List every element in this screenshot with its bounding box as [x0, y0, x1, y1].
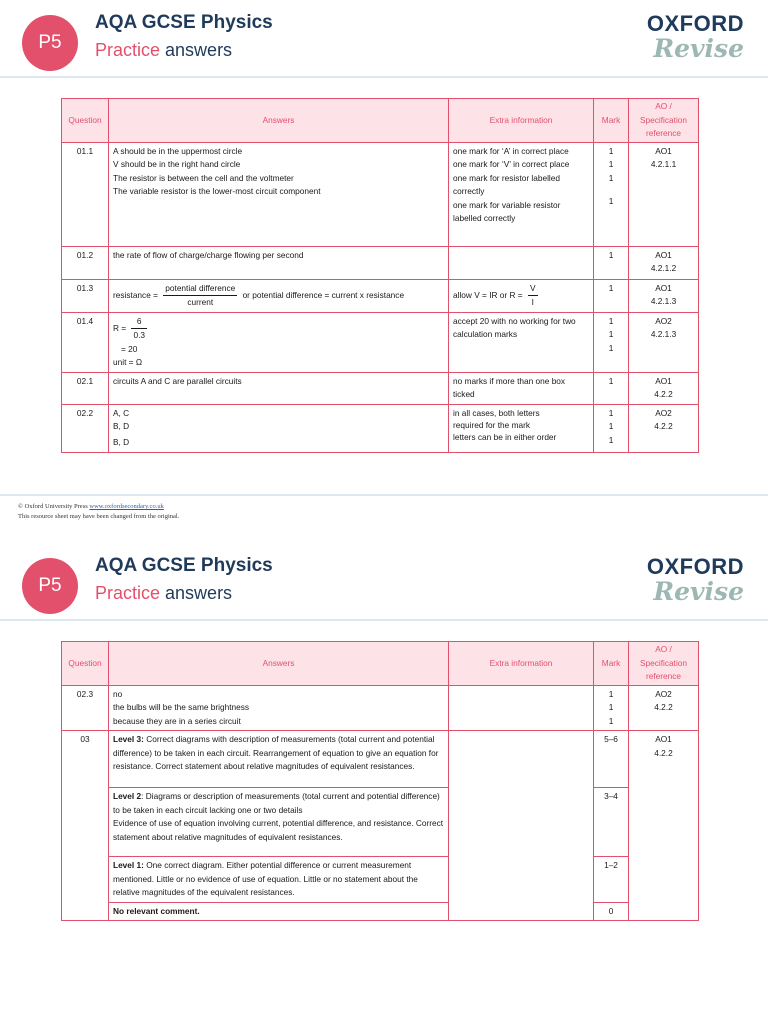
extra-line: required for the mark — [453, 419, 531, 430]
col-answers: Answers — [109, 642, 449, 686]
mark-value: 1 — [608, 407, 614, 418]
page-subtitle — [95, 583, 232, 604]
table-row — [62, 857, 699, 903]
answer-line: A should be in the uppermost circle — [113, 145, 243, 156]
extra-cell — [449, 142, 594, 246]
col-extra: Extra information — [449, 642, 594, 686]
col-mark: Mark — [594, 642, 629, 686]
mark-cell: 1 — [594, 372, 629, 404]
mark-cell — [594, 404, 629, 452]
extra-line: one mark for ‘A’ in correct place — [453, 145, 569, 156]
logo-revise: Revise — [653, 577, 744, 606]
level-3-cell — [109, 731, 449, 788]
ao-code: AO1 — [655, 734, 672, 744]
logo-revise: Revise — [653, 34, 744, 63]
question-number: 03 — [62, 731, 109, 921]
table-row — [62, 902, 699, 921]
level-label: Level 2 — [113, 791, 142, 801]
col-question: Question — [62, 642, 109, 686]
spec-reference: 4.2.2 — [654, 421, 673, 431]
page-title: AQA GCSE Physics — [95, 555, 273, 576]
header-divider — [0, 619, 768, 621]
footer-note: This resource sheet may have been changed from the original. — [18, 513, 180, 520]
topic-badge: P5 — [22, 15, 78, 71]
extra-text: allow V = IR or R = — [453, 289, 523, 300]
table-row — [62, 279, 699, 312]
question-number: 02.1 — [62, 372, 109, 404]
subtitle-answers: answers — [160, 583, 233, 603]
answer-line: the bulbs will be the same brightness — [113, 702, 250, 712]
footer-copyright-line — [18, 502, 179, 512]
ao-code: AO1 — [655, 145, 672, 156]
spec-reference: 4.2.1.3 — [650, 329, 677, 339]
extra-line: one mark for ‘V’ in correct place — [453, 159, 570, 169]
table-row — [62, 312, 699, 372]
spec-reference: 4.2.1.2 — [650, 263, 677, 273]
extra-line: in all cases, both letters — [453, 407, 540, 418]
ao-cell — [629, 246, 699, 279]
ao-cell — [629, 312, 699, 372]
equation-lhs: resistance = — [113, 289, 158, 300]
fraction-numerator: V — [528, 282, 538, 297]
table-row — [62, 372, 699, 404]
ao-cell — [629, 685, 699, 731]
subtitle-answers: answers — [160, 40, 233, 60]
answer-cell — [109, 312, 449, 372]
fraction-numerator: 6 — [131, 315, 147, 330]
mark-cell: 1–2 — [594, 857, 629, 903]
answer-cell — [109, 404, 449, 452]
mark-value: 1 — [608, 342, 614, 353]
mark-value: 1 — [608, 196, 614, 206]
answer-cell: the rate of flow of charge/charge flowing per second — [109, 246, 449, 279]
mark-value: 1 — [608, 159, 614, 169]
mark-value: 1 — [608, 434, 614, 445]
answer-line: The variable resistor is the lower-most circuit component — [113, 186, 321, 196]
footer-divider — [0, 494, 768, 496]
equation-fraction — [131, 315, 147, 343]
extra-cell — [449, 246, 594, 279]
extra-cell — [449, 404, 594, 452]
mark-cell: 3–4 — [594, 788, 629, 857]
ao-code: AO1 — [655, 375, 672, 386]
col-question: Question — [62, 99, 109, 143]
table-row — [62, 788, 699, 857]
subtitle-practice: Practice — [95, 40, 161, 60]
oxford-revise-logo — [647, 555, 744, 605]
ao-cell — [629, 404, 699, 452]
spec-reference: 4.2.1.3 — [650, 296, 677, 306]
fraction-denominator: I — [531, 297, 534, 307]
ao-code: AO1 — [655, 282, 672, 293]
oxford-revise-logo — [647, 12, 744, 62]
level-description: Evidence of use of equation involving current, potential difference, and resistance. Correct statement about relative magnitudes of equivalent resistances. — [113, 818, 444, 842]
spec-reference: 4.2.2 — [654, 747, 673, 758]
mark-cell — [594, 142, 629, 246]
logo-oxford: OXFORD — [646, 554, 744, 579]
level-1-cell — [109, 857, 449, 903]
mark-value: 1 — [608, 329, 614, 339]
ao-cell — [629, 372, 699, 404]
question-number: 01.3 — [62, 279, 109, 312]
page-title: AQA GCSE Physics — [95, 12, 273, 33]
question-number: 02.3 — [62, 685, 109, 731]
ao-cell — [629, 142, 699, 246]
logo-oxford: OXFORD — [646, 11, 744, 36]
mark-value: 1 — [608, 688, 614, 699]
extra-cell: accept 20 with no working for two calculation marks — [449, 312, 594, 372]
ao-cell — [629, 279, 699, 312]
footer-link[interactable]: www.oxfordsecondary.co.uk — [89, 503, 164, 510]
mark-cell — [594, 685, 629, 731]
level-2-cell — [109, 788, 449, 857]
level-label: Level 1: — [113, 860, 144, 870]
answer-line — [113, 315, 444, 343]
fraction-numerator: potential difference — [163, 282, 237, 297]
answer-cell — [109, 142, 449, 246]
header-divider — [0, 76, 768, 78]
page-footer — [18, 502, 179, 522]
ao-code: AO2 — [655, 407, 672, 418]
extra-cell: no marks if more than one box ticked — [449, 372, 594, 404]
table-row — [62, 685, 699, 731]
answer-line: B, D — [113, 421, 130, 431]
answers-table-1 — [61, 98, 699, 453]
mark-value: 1 — [608, 421, 614, 431]
extra-line: one mark for variable resistor labelled correctly — [453, 199, 561, 223]
table-header-row — [62, 642, 699, 686]
col-answers: Answers — [109, 99, 449, 143]
ao-code: AO2 — [655, 688, 672, 699]
mark-cell: 1 — [594, 246, 629, 279]
spec-reference: 4.2.2 — [654, 389, 673, 399]
subtitle-practice: Practice — [95, 583, 161, 603]
answer-line: A, C — [113, 407, 130, 418]
fraction-denominator: 0.3 — [133, 330, 146, 340]
answer-cell: circuits A and C are parallel circuits — [109, 372, 449, 404]
extra-fraction — [528, 282, 538, 310]
ao-cell — [629, 731, 699, 921]
extra-line: letters can be in either order — [453, 431, 557, 442]
level-label: Level 3: — [113, 734, 144, 744]
answer-line: unit = Ω — [113, 357, 143, 367]
question-number: 01.1 — [62, 142, 109, 246]
answer-cell — [109, 279, 449, 312]
table-row — [62, 731, 699, 788]
col-extra: Extra information — [449, 99, 594, 143]
mark-value: 1 — [608, 702, 614, 712]
question-number: 01.2 — [62, 246, 109, 279]
answer-line: B, D — [113, 436, 130, 447]
extra-cell — [449, 685, 594, 731]
equation-fraction — [163, 282, 237, 310]
mark-cell — [594, 312, 629, 372]
answer-line: no — [113, 688, 123, 699]
mark-value: 1 — [608, 315, 614, 326]
table-row — [62, 142, 699, 246]
answer-line: = 20 — [121, 343, 138, 354]
extra-cell — [449, 279, 594, 312]
col-ao: AO / Specification reference — [629, 99, 699, 143]
topic-badge: P5 — [22, 558, 78, 614]
level-description: Correct diagrams with description of measurements (total current and potential difference) to be taken in each circuit. Rearrangement of equation to give an equation for resistance. Correct statement about relative magnitudes of equivalent resistances. — [113, 734, 439, 771]
ao-code: AO1 — [655, 249, 672, 260]
page-2 — [0, 543, 768, 1024]
spec-reference: 4.2.1.1 — [650, 159, 677, 169]
page-subtitle — [95, 40, 232, 61]
level-description: : Diagrams or description of measurements (total current and potential difference) to be taken in each circuit lacking one or two details — [113, 791, 440, 815]
table-row — [62, 246, 699, 279]
spec-reference: 4.2.2 — [654, 702, 673, 712]
mark-value: 1 — [608, 172, 614, 183]
copyright-text: © Oxford University Press — [18, 503, 90, 510]
mark-cell: 0 — [594, 902, 629, 921]
level-0-cell — [109, 902, 449, 921]
extra-line: one mark for resistor labelled correctly — [453, 172, 560, 196]
answer-line: V should be in the right hand circle — [113, 159, 241, 169]
answer-cell — [109, 685, 449, 731]
ao-code: AO2 — [655, 315, 672, 326]
answer-line: The resistor is between the cell and the voltmeter — [113, 172, 294, 183]
equation-alt: or potential difference = current x resistance — [242, 289, 405, 300]
fraction-denominator: current — [187, 297, 214, 307]
level-description: One correct diagram. Either potential difference or current measurement mentioned. Little or no evidence of use of equation. Little or no statement about the relative magnitudes of the equivalent resistances. — [113, 860, 418, 897]
mark-cell: 1 — [594, 279, 629, 312]
col-mark: Mark — [594, 99, 629, 143]
question-number: 01.4 — [62, 312, 109, 372]
answers-table-2 — [61, 641, 699, 921]
answer-line: because they are in a series circuit — [113, 715, 241, 726]
table-header-row — [62, 99, 699, 143]
table-row — [62, 404, 699, 452]
mark-cell: 5–6 — [594, 731, 629, 788]
level-label: No relevant comment. — [113, 905, 200, 916]
col-ao: AO / Specification reference — [629, 642, 699, 686]
equation-lhs: R = — [113, 322, 127, 333]
mark-value: 1 — [608, 145, 614, 156]
question-number: 02.2 — [62, 404, 109, 452]
mark-value: 1 — [608, 715, 614, 726]
extra-cell — [449, 731, 594, 921]
